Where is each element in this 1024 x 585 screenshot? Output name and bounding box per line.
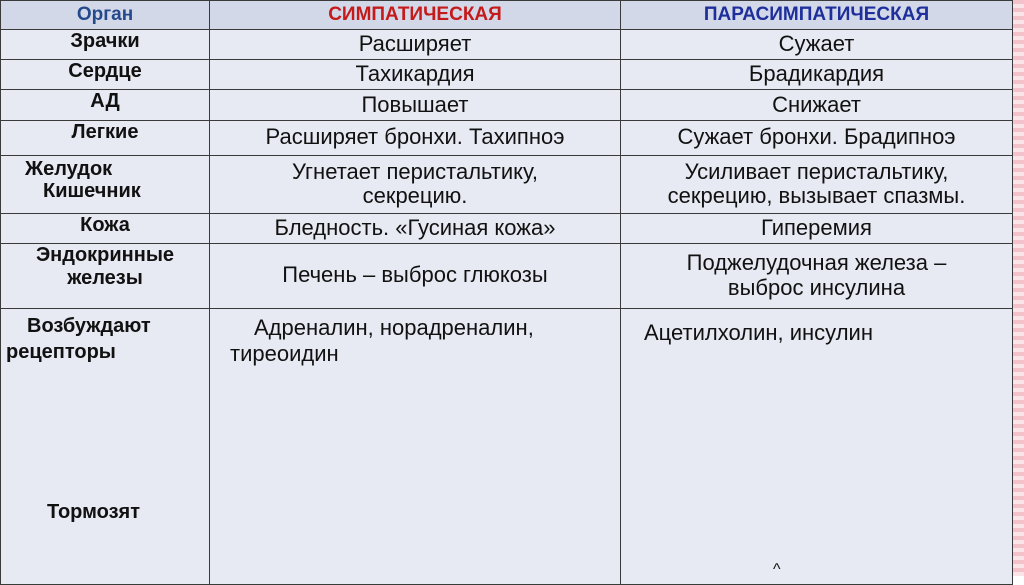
sympathetic-cell: Печень – выброс глюкозы [210, 244, 621, 308]
sympathetic-cell: Тахикардия [210, 60, 621, 90]
organ-line: Возбуждают [27, 314, 151, 337]
organ-line: рецепторы [6, 340, 116, 363]
organ-line: железы [67, 266, 143, 289]
cell-line: Адреналин, норадреналин, [254, 314, 534, 340]
header-sympathetic: СИМПАТИЧЕСКАЯ [210, 1, 621, 30]
parasympathetic-cell: Сужает бронхи. Брадипноэ [621, 120, 1013, 155]
organ-cell: АД [1, 90, 210, 120]
sympathetic-cell: Повышает [210, 90, 621, 120]
slide-edge-decoration [1012, 0, 1024, 576]
organ-cell: Легкие [1, 120, 210, 155]
cell-line: секрецию, вызывает спазмы. [667, 183, 966, 209]
header-organ: Орган [1, 1, 210, 30]
organ-cell [1, 308, 210, 585]
sympathetic-cell [210, 155, 621, 213]
cell-line: тиреоидин [230, 340, 339, 366]
parasympathetic-cell [621, 308, 1013, 585]
table-header-row [1, 1, 1013, 30]
cell-line: Угнетает перистальтику, [292, 158, 538, 184]
parasympathetic-cell: Сужает [621, 30, 1013, 60]
table-row [1, 244, 1013, 308]
table-row [1, 90, 1013, 120]
organ-cell: Сердце [1, 60, 210, 90]
parasympathetic-cell [621, 155, 1013, 213]
sympathetic-cell: Расширяет [210, 30, 621, 60]
table-row [1, 214, 1013, 244]
caret-mark: ^ [773, 560, 781, 578]
table-row [1, 60, 1013, 90]
header-parasympathetic: ПАРАСИМПАТИЧЕСКАЯ [621, 1, 1013, 30]
table-row [1, 155, 1013, 213]
organ-line: Эндокринные [35, 244, 175, 267]
table-row [1, 308, 1013, 585]
cell-line: выброс инсулина [727, 274, 906, 300]
parasympathetic-cell: Гиперемия [621, 214, 1013, 244]
parasympathetic-cell [621, 244, 1013, 308]
parasympathetic-cell: Снижает [621, 90, 1013, 120]
cell-line: секрецию. [362, 183, 468, 209]
organ-cell [1, 244, 210, 308]
organ-cell: Кожа [1, 214, 210, 244]
organ-cell: Зрачки [1, 30, 210, 60]
organ-line: Желудок [25, 157, 113, 180]
organ-line: Тормозят [47, 500, 141, 523]
table-row [1, 120, 1013, 155]
table-row [1, 30, 1013, 60]
cell-line: Поджелудочная железа – [686, 249, 947, 275]
parasympathetic-cell: Брадикардия [621, 60, 1013, 90]
organ-line: Кишечник [43, 180, 141, 203]
sympathetic-cell [210, 308, 621, 585]
cell-line: Усиливает перистальтику, [684, 158, 949, 184]
sympathetic-cell: Расширяет бронхи. Тахипноэ [210, 120, 621, 155]
sympathetic-cell: Бледность. «Гусиная кожа» [210, 214, 621, 244]
organ-cell [1, 155, 210, 213]
cell-line: Ацетилхолин, инсулин [644, 319, 873, 345]
